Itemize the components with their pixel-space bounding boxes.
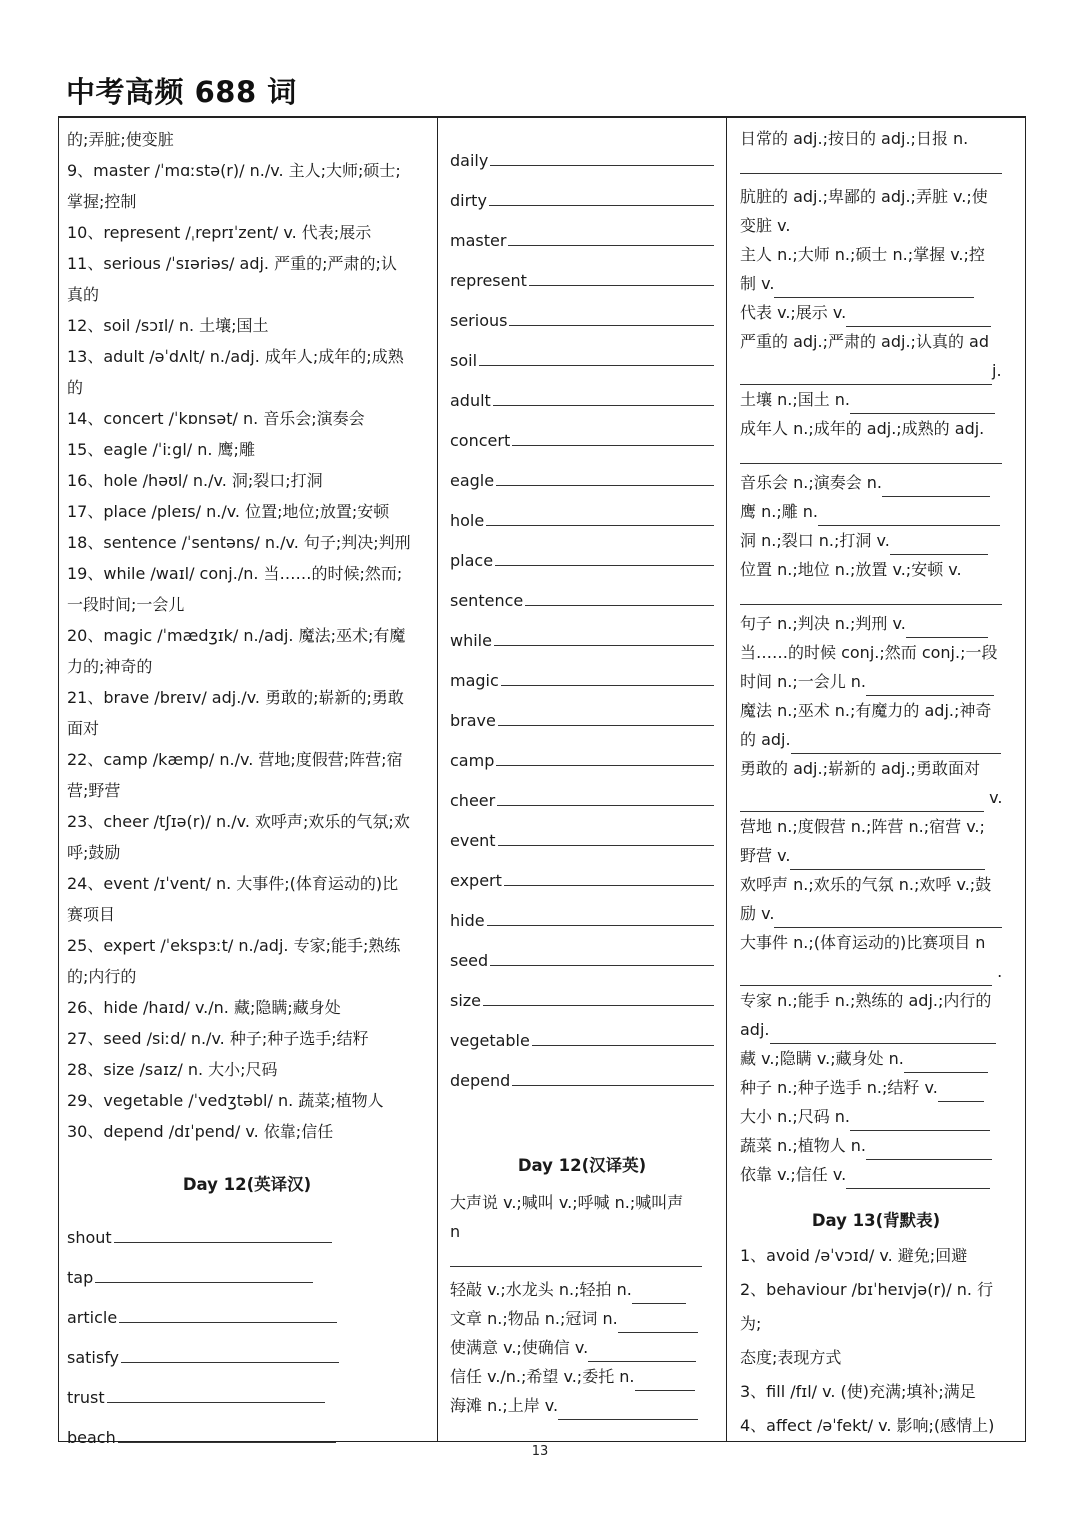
answer-blank[interactable] <box>490 965 714 966</box>
fill-word: depend <box>450 1071 511 1090</box>
answer-blank[interactable] <box>118 1442 336 1443</box>
answer-blank[interactable] <box>494 645 714 646</box>
fill-word: dirty <box>450 191 487 210</box>
answer-blank[interactable] <box>512 1085 714 1086</box>
fill-row <box>450 810 714 850</box>
vocab-entry: 16、hole /həʊl/ n./v. 洞;裂口;打洞 <box>67 471 323 490</box>
fill-row <box>450 1010 714 1050</box>
answer-blank[interactable] <box>790 849 985 870</box>
fill-word: sentence <box>450 591 524 610</box>
fill-word: event <box>450 831 496 850</box>
fill-word: soil <box>450 351 478 370</box>
vocab-entry: 力的;神奇的 <box>67 657 153 676</box>
translation-text: 的 adj. <box>740 730 791 749</box>
answer-blank[interactable] <box>850 393 995 414</box>
vocab-entry: 15、eagle /ˈiːgl/ n. 鹰;雕 <box>67 440 255 459</box>
translation-text: 土壤 n.;国土 n. <box>740 390 851 409</box>
translation-prompt <box>740 1131 1012 1160</box>
fill-row <box>450 370 714 410</box>
vocab-entry: 态度;表现方式 <box>740 1348 842 1367</box>
translation-prompt <box>740 841 1012 870</box>
answer-blank[interactable] <box>512 445 714 446</box>
vocab-entry: 真的 <box>67 285 100 304</box>
vocab-entry: 10、represent /ˌreprɪˈzent/ v. 代表;展示 <box>67 223 372 242</box>
column-chinese-to-english <box>726 116 1026 1442</box>
answer-blank[interactable] <box>498 725 714 726</box>
vocab-entry: 23、cheer /tʃɪə(r)/ n./v. 欢呼声;欢乐的气氛;欢 <box>67 812 410 831</box>
translation-prompt <box>740 899 1012 928</box>
vocab-entry: 12、soil /sɔɪl/ n. 土壤;国土 <box>67 316 269 335</box>
fill-row <box>450 770 714 810</box>
translation-prompt <box>450 1304 714 1333</box>
translation-prompt: 当……的时候 conj.;然而 conj.;一段 <box>740 643 998 662</box>
vocab-entry: 18、sentence /ˈsentəns/ n./v. 句子;判决;判刑 <box>67 533 411 552</box>
fill-row <box>450 410 714 450</box>
translation-text: 轻敲 v.;水龙头 n.;轻拍 n. <box>450 1280 632 1299</box>
answer-blank[interactable] <box>791 733 1001 754</box>
answer-blank[interactable] <box>489 205 714 206</box>
vocab-entry: 26、hide /haɪd/ v./n. 藏;隐瞒;藏身处 <box>67 998 341 1017</box>
vocab-entry: 19、while /waɪl/ conj./n. 当……的时候;然而; <box>67 564 403 583</box>
answer-blank[interactable] <box>479 365 714 366</box>
translation-prompt <box>740 468 1012 497</box>
vocab-entry: 30、depend /dɪˈpend/ v. 依靠;信任 <box>67 1122 334 1141</box>
fill-row <box>450 610 714 650</box>
answer-blank[interactable] <box>882 476 990 497</box>
answer-blank[interactable] <box>740 443 1002 464</box>
translation-text: 制 v. <box>740 274 775 293</box>
fill-word: camp <box>450 751 495 770</box>
answer-blank[interactable] <box>740 584 1002 605</box>
answer-blank[interactable] <box>632 1283 686 1304</box>
answer-blank[interactable] <box>501 685 714 686</box>
answer-blank[interactable] <box>496 485 714 486</box>
answer-blank[interactable] <box>740 364 992 385</box>
translation-prompt: 勇敢的 adj.;崭新的 adj.;勇敢面对 <box>740 759 980 778</box>
vocab-entry: 掌握;控制 <box>67 192 137 211</box>
fill-row <box>67 1367 427 1407</box>
vocab-entry: 2、behaviour /bɪˈheɪvjə(r)/ n. 行为; <box>740 1280 994 1333</box>
fill-word: cheer <box>450 791 496 810</box>
translation-prompt <box>740 269 1012 298</box>
answer-blank[interactable] <box>487 925 714 926</box>
translation-text: 种子 n.;种子选手 n.;结籽 v. <box>740 1078 938 1097</box>
translation-text: . <box>997 962 1003 981</box>
answer-blank[interactable] <box>450 1246 702 1267</box>
translation-prompt: 主人 n.;大师 n.;硕士 n.;掌握 v.;控 <box>740 245 985 264</box>
translation-prompt <box>740 1015 1012 1044</box>
fill-word: tap <box>67 1268 94 1287</box>
vocab-entry: 呼;鼓励 <box>67 843 121 862</box>
fill-row <box>450 290 714 330</box>
fill-row <box>450 730 714 770</box>
fill-word: magic <box>450 671 499 690</box>
day-heading: Day 13(背默表) <box>811 1211 941 1230</box>
answer-blank[interactable] <box>486 525 714 526</box>
fill-word: expert <box>450 871 502 890</box>
fill-word: concert <box>450 431 511 450</box>
translation-text: j. <box>992 361 1002 380</box>
fill-row <box>450 650 714 690</box>
fill-word: while <box>450 631 492 650</box>
fill-word: brave <box>450 711 496 730</box>
answer-blank[interactable] <box>890 534 988 555</box>
vocab-entry: 的;弄脏;使变脏 <box>67 130 174 149</box>
translation-text: 洞 n.;裂口 n.;打洞 v. <box>740 531 890 550</box>
fill-row <box>450 250 714 290</box>
fill-row <box>450 490 714 530</box>
answer-blank[interactable] <box>493 405 714 406</box>
translation-prompt <box>740 385 1012 414</box>
vocab-entry: 4、affect /əˈfekt/ v. 影响;(感情上) <box>740 1416 995 1435</box>
translation-prompt: 变脏 v. <box>740 216 791 235</box>
answer-blank[interactable] <box>483 1005 714 1006</box>
translation-prompt <box>740 957 1012 986</box>
answer-blank[interactable] <box>818 505 1000 526</box>
fill-word: trust <box>67 1388 105 1407</box>
fill-row <box>67 1327 427 1367</box>
translation-text: 蔬菜 n.;植物人 n. <box>740 1136 867 1155</box>
vocab-entry: 3、fill /fɪl/ v. (使)充满;填补;满足 <box>740 1382 976 1401</box>
translation-prompt: 位置 n.;地位 n.;放置 v.;安顿 v. <box>740 560 962 579</box>
answer-blank[interactable] <box>850 1110 990 1131</box>
vocab-entry: 的 <box>67 378 84 397</box>
answer-blank[interactable] <box>774 907 1002 928</box>
column-vocabulary-list <box>59 116 437 1447</box>
vocab-entry: 14、concert /ˈkɒnsət/ n. 音乐会;演奏会 <box>67 409 365 428</box>
translation-text: 音乐会 n.;演奏会 n. <box>740 473 883 492</box>
vocab-entries <box>67 124 427 1147</box>
answer-blank[interactable] <box>529 285 714 286</box>
translation-prompt: 肮脏的 adj.;卑鄙的 adj.;弄脏 v.;使 <box>740 187 988 206</box>
translation-prompt: 专家 n.;能手 n.;熟练的 adj.;内行的 <box>740 991 992 1010</box>
answer-blank[interactable] <box>504 885 714 886</box>
vocab-entry: 的;内行的 <box>67 967 137 986</box>
answer-blank[interactable] <box>846 306 991 327</box>
translation-text: 励 v. <box>740 904 775 923</box>
fill-word: article <box>67 1308 118 1327</box>
translation-prompt: 成年人 n.;成年的 adj.;成熟的 adj. <box>740 419 985 438</box>
fill-row <box>450 450 714 490</box>
fill-word: daily <box>450 151 489 170</box>
answer-blank[interactable] <box>509 325 714 326</box>
translation-text: 藏 v.;隐瞒 v.;藏身处 n. <box>740 1049 904 1068</box>
answer-blank[interactable] <box>906 617 988 638</box>
day-heading: Day 12(汉译英) <box>517 1156 647 1175</box>
translation-prompt: n <box>450 1222 461 1241</box>
fill-row <box>450 130 714 170</box>
fill-word: represent <box>450 271 527 290</box>
fill-word: hide <box>450 911 485 930</box>
vocab-entry: 一段时间;一会儿 <box>67 595 185 614</box>
translation-text: 文章 n.;物品 n.;冠词 n. <box>450 1309 618 1328</box>
translation-prompt <box>740 1044 1012 1073</box>
answer-blank[interactable] <box>532 1045 714 1046</box>
fill-word: place <box>450 551 494 570</box>
translation-text: adj. <box>740 1020 770 1039</box>
fill-row <box>450 1050 714 1090</box>
translation-prompt: 日常的 adj.;按日的 adj.;日报 n. <box>740 129 969 148</box>
translation-prompt: 严重的 adj.;严肃的 adj.;认真的 ad <box>740 332 989 351</box>
fill-row <box>450 210 714 250</box>
answer-blank[interactable] <box>490 165 714 166</box>
answer-blank[interactable] <box>496 765 714 766</box>
fill-row <box>450 970 714 1010</box>
translation-prompt <box>740 667 1012 696</box>
vocab-entry: 13、adult /əˈdʌlt/ n./adj. 成年人;成年的;成熟 <box>67 347 404 366</box>
fill-word: shout <box>67 1228 112 1247</box>
translation-text: 使满意 v.;使确信 v. <box>450 1338 589 1357</box>
translation-prompt <box>740 1102 1012 1131</box>
fill-row <box>450 570 714 610</box>
fill-row <box>67 1287 427 1327</box>
answer-blank[interactable] <box>938 1081 984 1102</box>
translation-prompt: 欢呼声 n.;欢乐的气氛 n.;欢呼 v.;鼓 <box>740 875 992 894</box>
page-number: 13 <box>531 1444 549 1459</box>
translation-prompt <box>740 298 1012 327</box>
translation-prompt <box>740 609 1012 638</box>
translation-prompt <box>740 497 1012 526</box>
translation-text: 依靠 v.;信任 v. <box>740 1165 847 1184</box>
answer-blank[interactable] <box>95 1282 313 1283</box>
vocab-entry: 9、master /ˈmɑːstə(r)/ n./v. 主人;大师;硕士; <box>67 161 401 180</box>
fill-word: size <box>450 991 482 1010</box>
answer-blank[interactable] <box>498 845 714 846</box>
translation-prompt <box>740 1073 1012 1102</box>
answer-blank[interactable] <box>740 965 992 986</box>
answer-blank[interactable] <box>770 1023 996 1044</box>
translation-prompt: 魔法 n.;巫术 n.;有魔力的 adj.;神奇 <box>740 701 992 720</box>
answer-blank[interactable] <box>107 1402 325 1403</box>
answer-blank[interactable] <box>740 791 984 812</box>
answer-blank[interactable] <box>588 1341 696 1362</box>
vocab-entry: 28、size /saɪz/ n. 大小;尺码 <box>67 1060 278 1079</box>
vocab-entry: 29、vegetable /ˈvedʒtəbl/ n. 蔬菜;植物人 <box>67 1091 384 1110</box>
translation-text: v. <box>989 788 1003 807</box>
vocab-entry: 25、expert /ˈekspɜːt/ n./adj. 专家;能手;熟练 <box>67 936 401 955</box>
answer-blank[interactable] <box>119 1322 337 1323</box>
fill-row <box>450 930 714 970</box>
fill-row <box>450 850 714 890</box>
translation-prompt: 大声说 v.;喊叫 v.;呼喊 n.;喊叫声 <box>450 1193 684 1212</box>
vocab-entry: 11、serious /ˈsɪəriəs/ adj. 严重的;严肃的;认 <box>67 254 397 273</box>
vocab-entry: 赛项目 <box>67 905 116 924</box>
answer-blank[interactable] <box>904 1052 988 1073</box>
translation-prompt <box>740 356 1012 385</box>
vocab-entry: 27、seed /siːd/ n./v. 种子;种子选手;结籽 <box>67 1029 369 1048</box>
fill-row <box>450 690 714 730</box>
answer-blank[interactable] <box>740 153 1002 174</box>
answer-blank[interactable] <box>558 1399 698 1420</box>
fill-row <box>450 330 714 370</box>
fill-word: satisfy <box>67 1348 120 1367</box>
vocab-entry: 24、event /ɪˈvent/ n. 大事件;(体育运动的)比 <box>67 874 399 893</box>
answer-blank[interactable] <box>846 1168 990 1189</box>
fill-word: vegetable <box>450 1031 530 1050</box>
answer-blank[interactable] <box>114 1242 332 1243</box>
translation-text: 野营 v. <box>740 846 791 865</box>
fill-word: master <box>450 231 507 250</box>
page-title: 中考高频 688 词 <box>66 75 297 109</box>
fill-word: hole <box>450 511 485 530</box>
answer-blank[interactable] <box>508 245 714 246</box>
translation-prompt: 营地 n.;度假营 n.;阵营 n.;宿营 v.; <box>740 817 985 836</box>
answer-blank[interactable] <box>525 605 714 606</box>
answer-blank[interactable] <box>635 1370 695 1391</box>
fill-row <box>67 1207 427 1247</box>
answer-blank[interactable] <box>121 1362 339 1363</box>
answer-blank[interactable] <box>866 675 994 696</box>
translation-text: 大小 n.;尺码 n. <box>740 1107 851 1126</box>
answer-blank[interactable] <box>774 277 974 298</box>
answer-blank[interactable] <box>497 805 714 806</box>
translation-text: 海滩 n.;上岸 v. <box>450 1396 559 1415</box>
vocab-entry: 营;野营 <box>67 781 121 800</box>
fill-row <box>450 170 714 210</box>
fill-word: beach <box>67 1428 116 1447</box>
vocab-entry: 1、avoid /əˈvɔɪd/ v. 避免;回避 <box>740 1246 968 1265</box>
fill-row <box>450 530 714 570</box>
fill-row <box>67 1407 427 1447</box>
fill-word: serious <box>450 311 508 330</box>
fill-row <box>67 1247 427 1287</box>
day-heading: Day 12(英译汉) <box>182 1175 312 1194</box>
fill-row <box>450 890 714 930</box>
translation-text: 代表 v.;展示 v. <box>740 303 847 322</box>
translation-text: 时间 n.;一会儿 n. <box>740 672 867 691</box>
answer-blank[interactable] <box>618 1312 698 1333</box>
translation-prompt: 大事件 n.;(体育运动的)比赛项目 n <box>740 933 986 952</box>
translation-prompt <box>740 783 1012 812</box>
translation-prompt <box>450 1362 714 1391</box>
vocab-entry: 面对 <box>67 719 100 738</box>
fill-word: adult <box>450 391 491 410</box>
vocab-entry: 22、camp /kæmp/ n./v. 营地;度假营;阵营;宿 <box>67 750 403 769</box>
translation-prompt <box>450 1275 714 1304</box>
fill-word: eagle <box>450 471 495 490</box>
translation-prompt <box>740 725 1012 754</box>
translation-prompt <box>450 1391 714 1420</box>
column-english-to-chinese <box>437 116 726 1442</box>
fill-word: seed <box>450 951 489 970</box>
translation-text: 句子 n.;判决 n.;判刑 v. <box>740 614 906 633</box>
vocab-entry: 20、magic /ˈmædʒɪk/ n./adj. 魔法;巫术;有魔 <box>67 626 406 645</box>
translation-text: 鹰 n.;雕 n. <box>740 502 819 521</box>
translation-prompt <box>740 1160 1012 1189</box>
answer-blank[interactable] <box>495 565 714 566</box>
answer-blank[interactable] <box>866 1139 992 1160</box>
vocab-entry: 17、place /pleɪs/ n./v. 位置;地位;放置;安顿 <box>67 502 390 521</box>
translation-prompt <box>740 526 1012 555</box>
translation-prompt <box>450 1333 714 1362</box>
translation-text: 信任 v./n.;希望 v.;委托 n. <box>450 1367 635 1386</box>
vocab-entry: 21、brave /breɪv/ adj./v. 勇敢的;崭新的;勇敢 <box>67 688 404 707</box>
